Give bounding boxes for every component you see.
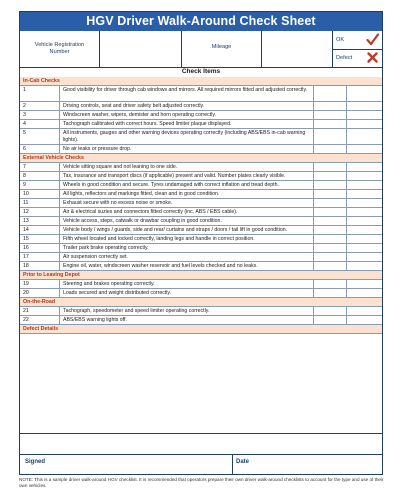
item-text: ABS/EBS warning lights off. — [63, 317, 127, 323]
check-item-row — [20, 120, 382, 129]
check-item-row — [20, 86, 382, 102]
item-number: 6 — [20, 145, 60, 153]
item-number: 19 — [20, 280, 60, 288]
item-text: Exhaust secure with no excess noise or smoke. — [63, 200, 173, 206]
mileage-field[interactable] — [262, 31, 333, 67]
item-text: Driving controls, seat and driver safety belt adjusted correctly. — [63, 103, 205, 109]
check-item-row — [20, 111, 382, 120]
ok-defect-legend — [333, 31, 382, 67]
item-number: 13 — [20, 217, 60, 225]
item-text: All instruments, gauges and other warning devices operating correctly (including ABS/EBS in-cab warning lights). — [63, 130, 306, 143]
section-header — [20, 77, 382, 86]
check-item-row — [20, 102, 382, 111]
signature-divider — [232, 455, 233, 475]
check-item-row — [20, 262, 382, 271]
item-number: 10 — [20, 190, 60, 198]
vehicle-registration-cell[interactable] — [20, 31, 100, 67]
ok-checkbox-cell[interactable] — [313, 253, 347, 261]
ok-checkbox-cell[interactable] — [313, 172, 347, 180]
signed-label: Signed — [25, 459, 46, 465]
item-number: 11 — [20, 199, 60, 207]
signature-row — [20, 454, 382, 475]
check-item-row — [20, 199, 382, 208]
vehicle-info-row — [20, 31, 382, 68]
check-item-row — [20, 289, 382, 298]
section-header — [20, 271, 382, 280]
item-number: 14 — [20, 226, 60, 234]
check-item-row — [20, 226, 382, 235]
ok-legend — [333, 31, 382, 50]
item-number: 2 — [20, 102, 60, 110]
item-number: 3 — [20, 111, 60, 119]
check-item-row — [20, 280, 382, 289]
item-number: 7 — [20, 163, 60, 171]
section-header — [20, 154, 382, 163]
item-number: 18 — [20, 262, 60, 270]
check-item-row — [20, 129, 382, 145]
ok-checkbox-cell[interactable] — [313, 289, 347, 297]
item-number: 20 — [20, 289, 60, 297]
check-item-row — [20, 190, 382, 199]
item-number: 15 — [20, 235, 60, 243]
ok-checkbox-cell[interactable] — [313, 262, 347, 270]
check-sheet — [19, 11, 383, 475]
section-title: On-the-Road — [23, 299, 56, 305]
item-text: Good visibility for driver through cab windows and mirrors. All required mirrors fitted and adjusted correctly. — [63, 87, 308, 93]
ok-checkbox-cell[interactable] — [313, 86, 347, 101]
defect-details-label: Defect Details — [23, 326, 59, 332]
mileage-label: Mileage — [211, 44, 232, 50]
ok-checkbox-cell[interactable] — [313, 111, 347, 119]
item-text: Windscreen washer, wipers, demister and horn operating correctly. — [63, 112, 217, 118]
item-number: 16 — [20, 244, 60, 252]
ok-checkbox-cell[interactable] — [313, 102, 347, 110]
check-item-row — [20, 217, 382, 226]
item-number: 21 — [20, 307, 60, 315]
check-items-heading: Check Items — [20, 67, 382, 78]
ok-checkbox-cell[interactable] — [313, 190, 347, 198]
ok-checkbox-cell[interactable] — [313, 181, 347, 189]
check-item-row — [20, 235, 382, 244]
item-text: Air suspension correctly set. — [63, 254, 128, 260]
item-text: Engine oil, water, windscreen washer reservoir and fuel levels checked and no leaks. — [63, 263, 258, 269]
ok-checkbox-cell[interactable] — [313, 163, 347, 171]
check-item-row — [20, 253, 382, 262]
check-items-table — [20, 77, 382, 434]
ok-checkbox-cell[interactable] — [313, 208, 347, 216]
section-header — [20, 298, 382, 307]
cross-icon — [366, 51, 379, 64]
check-item-row — [20, 172, 382, 181]
check-item-row — [20, 244, 382, 253]
item-text: No air leaks or pressure drop. — [63, 146, 132, 152]
defect-legend — [333, 49, 382, 67]
ok-checkbox-cell[interactable] — [313, 307, 347, 315]
ok-checkbox-cell[interactable] — [313, 120, 347, 128]
vehicle-registration-label: Vehicle Registration Number — [34, 42, 85, 55]
check-item-row — [20, 145, 382, 154]
item-number: 1 — [20, 86, 60, 101]
item-text: Wheels in good condition and secure. Tyres undamaged with correct inflation and tread depth. — [63, 182, 279, 188]
ok-checkbox-cell[interactable] — [313, 316, 347, 324]
defect-details-field[interactable] — [20, 334, 382, 434]
item-text: Vehicle sitting square and not leaning to one side. — [63, 164, 178, 170]
check-icon — [366, 33, 379, 46]
vehicle-registration-field[interactable] — [100, 31, 182, 67]
ok-checkbox-cell[interactable] — [313, 244, 347, 252]
item-number: 17 — [20, 253, 60, 261]
item-number: 12 — [20, 208, 60, 216]
ok-checkbox-cell[interactable] — [313, 280, 347, 288]
defect-details-header — [20, 325, 382, 334]
item-text: Loads secured and weight distributed correctly. — [63, 290, 172, 296]
item-text: Steering and brakes operating correctly. — [63, 281, 155, 287]
check-item-row — [20, 181, 382, 190]
item-text: Air & electrical suzies and connectors fitted correctly (inc. ABS / EBS cable). — [63, 209, 238, 215]
section-title: Prior to Leaving Depot — [23, 272, 80, 278]
footnote: NOTE: This is a sample driver walk-around HGV checklist. It is recommended that operators prepare their own driver walk-around checklists to account for the type and use of their own vehicles. — [19, 477, 384, 488]
check-item-row — [20, 208, 382, 217]
mileage-label-cell — [182, 31, 262, 67]
ok-checkbox-cell[interactable] — [313, 145, 347, 153]
item-text: Tachograph calibrated with correct hours. Speed limiter plaque displayed. — [63, 121, 232, 127]
sheet-title: HGV Driver Walk-Around Check Sheet — [20, 12, 382, 31]
ok-checkbox-cell[interactable] — [313, 226, 347, 234]
item-number: 22 — [20, 316, 60, 324]
ok-checkbox-cell[interactable] — [313, 129, 347, 144]
section-title: External Vehicle Checks — [23, 155, 84, 161]
item-text: Fifth wheel located and locked correctly, landing legs and handle in correct position. — [63, 236, 255, 242]
item-text: Tachograph, speedometer and speed limiter operating correctly. — [63, 308, 210, 314]
ok-label: OK — [336, 37, 345, 43]
item-text: Vehicle body / wings / guards, side and rear/ curtains and straps / doors / tail lift in good condition. — [63, 227, 288, 233]
item-text: Tax, insurance and transport discs (if applicable) present and valid. Number plates clearly visible. — [63, 173, 286, 179]
check-item-row — [20, 307, 382, 316]
item-number: 9 — [20, 181, 60, 189]
item-text: Trailer park brake operating correctly. — [63, 245, 149, 251]
item-number: 4 — [20, 120, 60, 128]
ok-checkbox-cell[interactable] — [313, 235, 347, 243]
ok-checkbox-cell[interactable] — [313, 217, 347, 225]
item-text: All lights, reflectors and markings fitted, clean and in good condition. — [63, 191, 220, 197]
check-item-row — [20, 316, 382, 325]
check-item-row — [20, 163, 382, 172]
item-number: 8 — [20, 172, 60, 180]
ok-checkbox-cell[interactable] — [313, 199, 347, 207]
date-label: Date — [236, 459, 250, 465]
item-number: 5 — [20, 129, 60, 144]
defect-label: Defect — [336, 55, 353, 61]
item-text: Vehicle access, steps, catwalk or drawbar coupling in good condition. — [63, 218, 222, 224]
section-title: In-Cab Checks — [23, 78, 60, 84]
